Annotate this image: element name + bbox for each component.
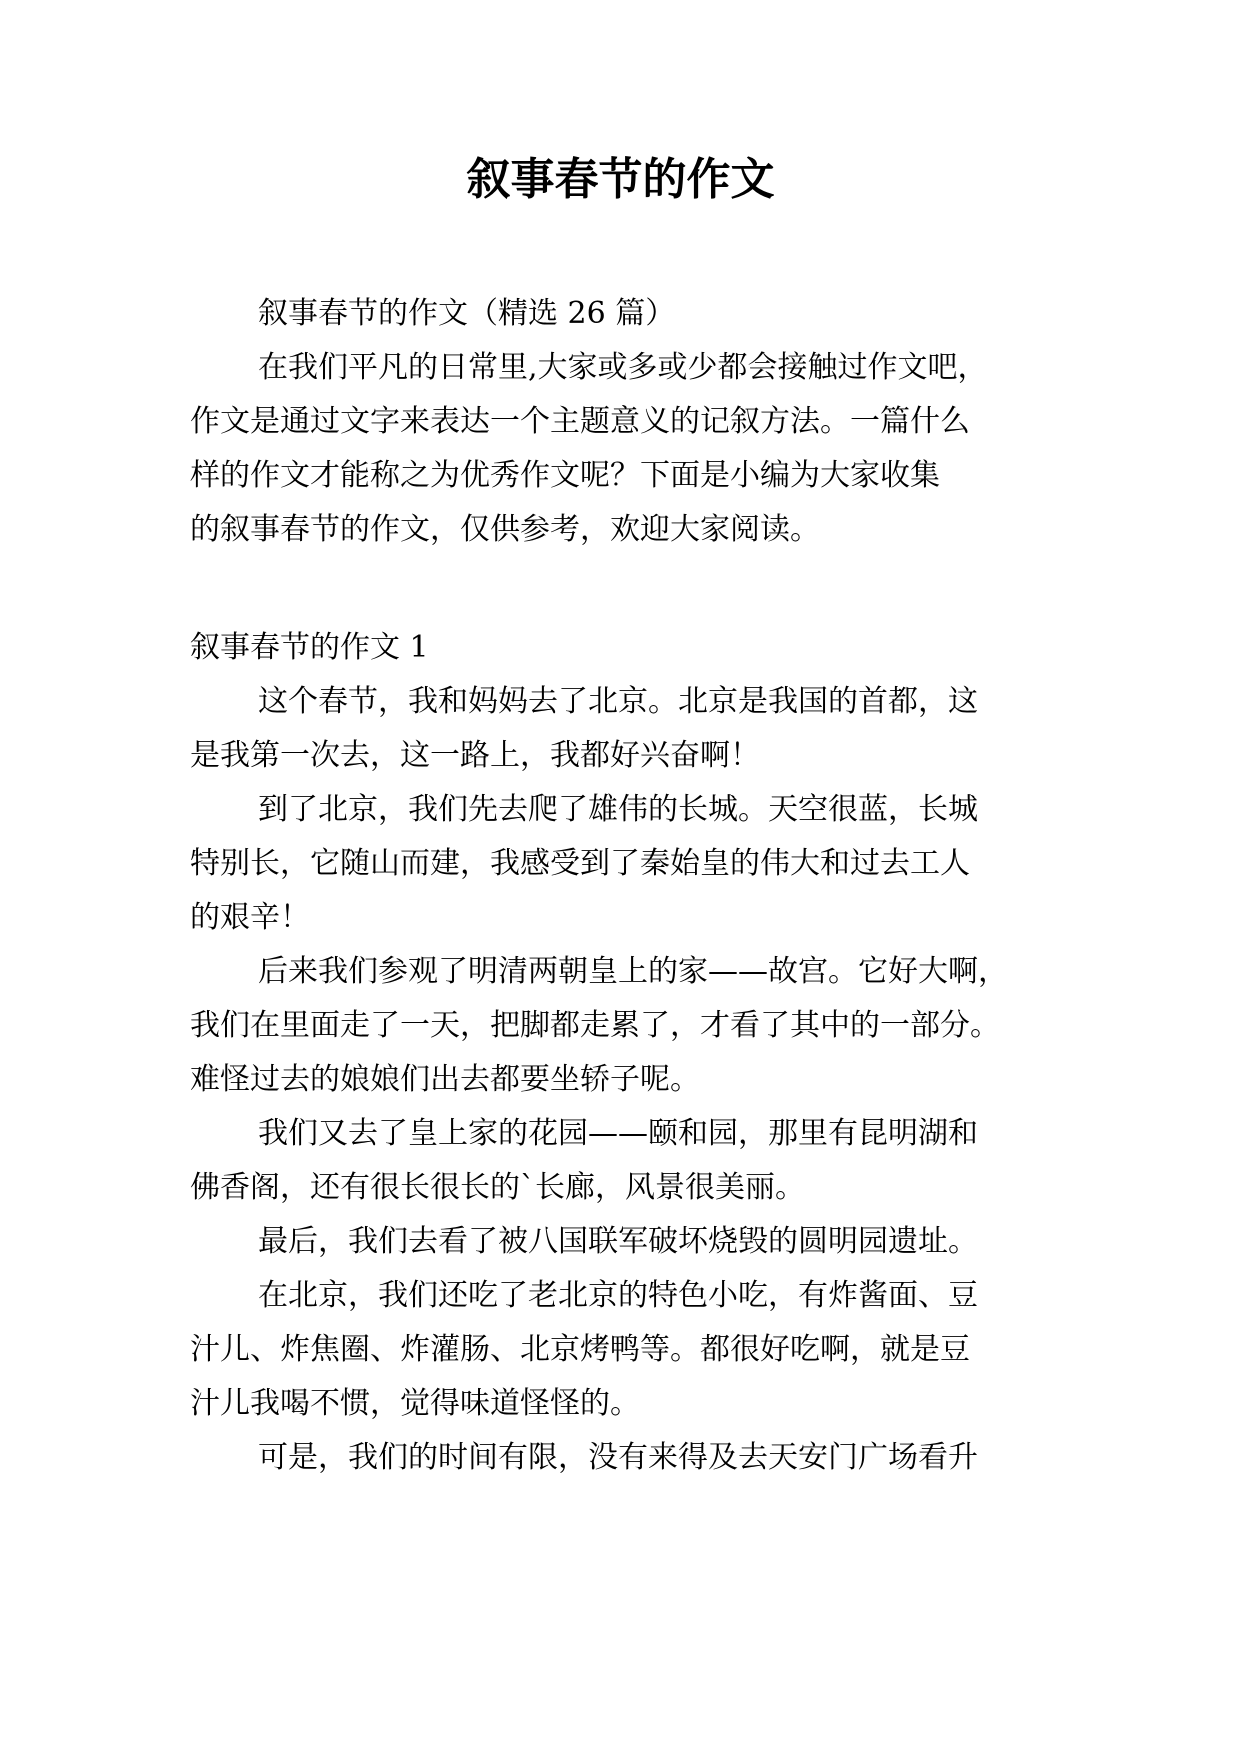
intro-line: 的叙事春节的作文，仅供参考，欢迎大家阅读。 xyxy=(190,512,820,547)
document-title: 叙事春节的作文 xyxy=(466,154,775,205)
section-heading: 叙事春节的作文 1 xyxy=(190,630,429,665)
paragraph-line: 难怪过去的娘娘们出去都要坐轿子呢。 xyxy=(190,1062,700,1097)
paragraph-line: 特别长，它随山而建，我感受到了秦始皇的伟大和过去工人 xyxy=(190,846,970,881)
paragraph-line: 汁儿我喝不惯，觉得味道怪怪的。 xyxy=(190,1386,640,1421)
paragraph-line: 在北京，我们还吃了老北京的特色小吃，有炸酱面、豆 xyxy=(258,1278,978,1313)
paragraph-line: 这个春节，我和妈妈去了北京。北京是我国的首都，这 xyxy=(258,684,978,719)
paragraph-line: 可是，我们的时间有限，没有来得及去天安门广场看升 xyxy=(258,1440,978,1475)
paragraph-line: 汁儿、炸焦圈、炸灌肠、北京烤鸭等。都很好吃啊，就是豆 xyxy=(190,1332,970,1367)
paragraph-line: 我们又去了皇上家的花园——颐和园，那里有昆明湖和 xyxy=(258,1116,978,1151)
intro-line: 作文是通过文字来表达一个主题意义的记叙方法。一篇什么 xyxy=(190,404,970,439)
intro-line: 在我们平凡的日常里,大家或多或少都会接触过作文吧， xyxy=(258,350,988,385)
paragraph-line: 的艰辛！ xyxy=(190,900,310,935)
paragraph-line: 我们在里面走了一天，把脚都走累了，才看了其中的一部分。 xyxy=(190,1008,1000,1043)
section-gap xyxy=(190,557,1080,621)
paragraph-line: 是我第一次去，这一路上，我都好兴奋啊！ xyxy=(190,738,760,773)
paragraph-line: 到了北京，我们先去爬了雄伟的长城。天空很蓝，长城 xyxy=(258,792,978,827)
paragraph-line: 佛香阁，还有很长很长的`长廊，风景很美丽。 xyxy=(190,1170,805,1205)
document-body xyxy=(190,287,1080,1485)
paragraph-line: 后来我们参观了明清两朝皇上的家——故宫。它好大啊， xyxy=(258,954,1008,989)
intro-subtitle: 叙事春节的作文（精选 26 篇） xyxy=(258,296,676,331)
paragraph-line: 最后，我们去看了被八国联军破坏烧毁的圆明园遗址。 xyxy=(258,1224,978,1259)
intro-line: 样的作文才能称之为优秀作文呢？下面是小编为大家收集 xyxy=(190,458,940,493)
